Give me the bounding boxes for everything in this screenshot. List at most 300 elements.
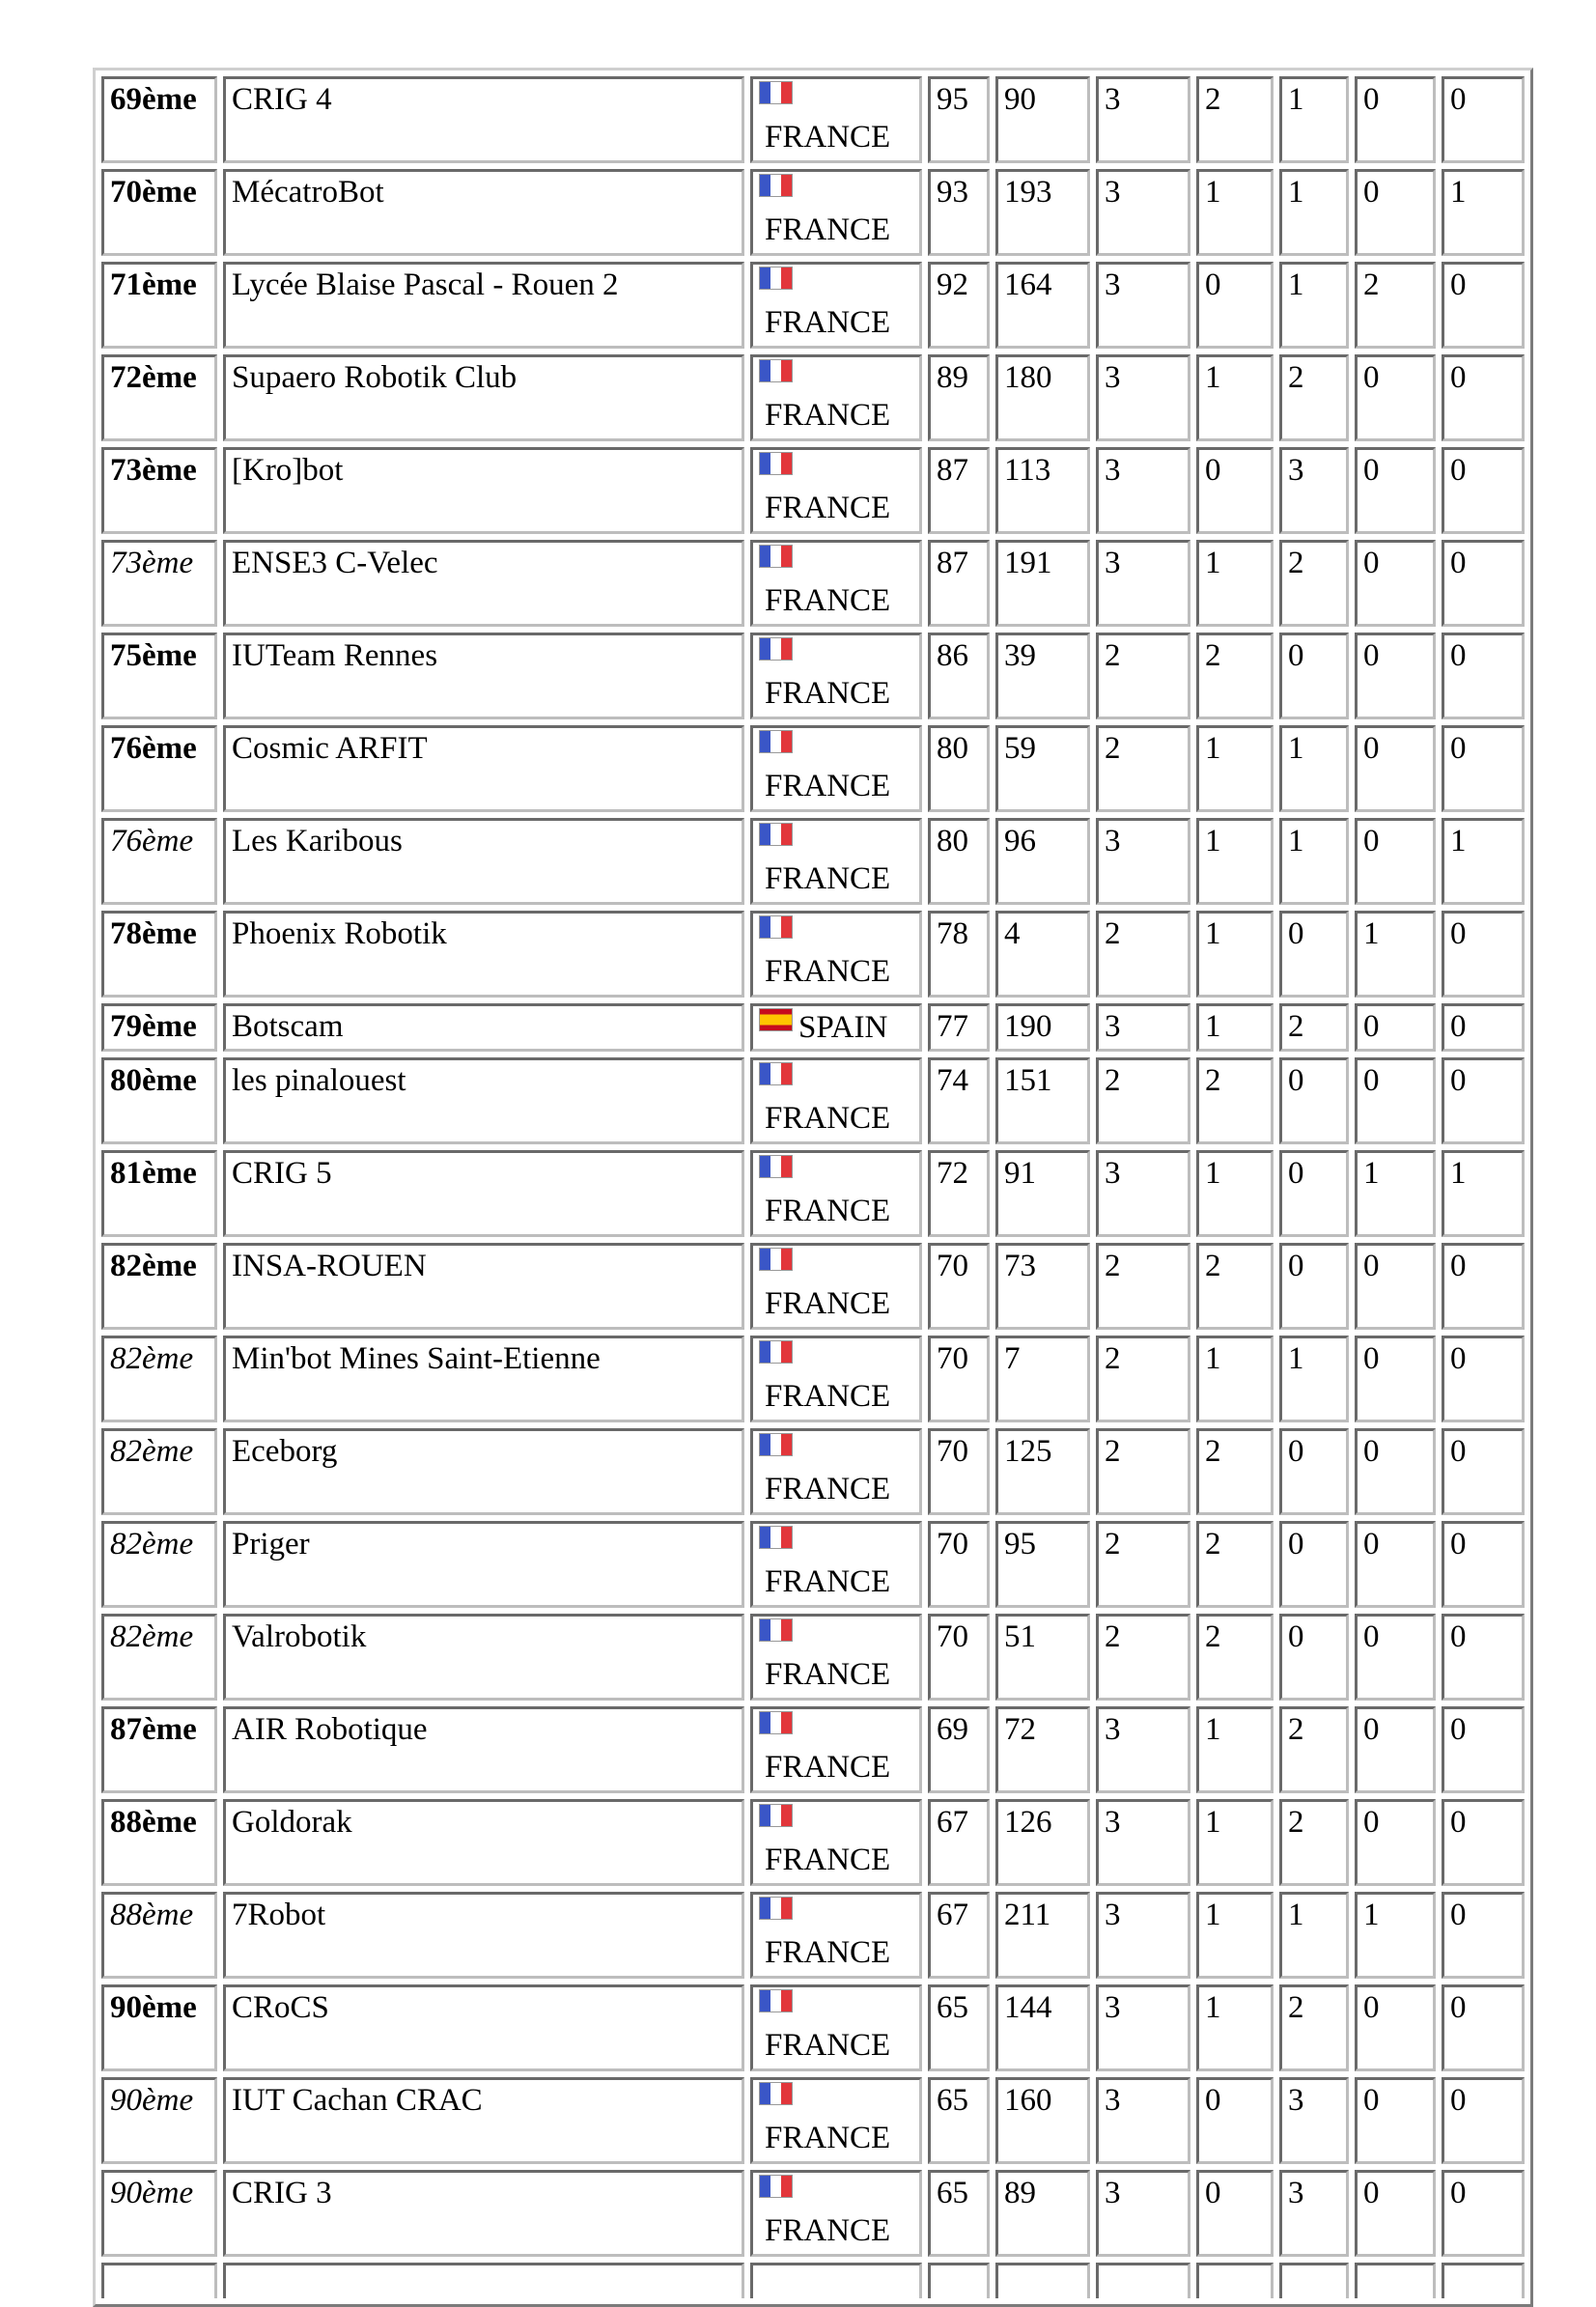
country-label: FRANCE xyxy=(765,861,891,896)
team-name-cell: Botscam xyxy=(223,1003,744,1052)
stat-cell-3: 3 xyxy=(1096,1984,1190,2071)
empty-cell xyxy=(101,2263,217,2298)
stat-cell-3: 3 xyxy=(1096,262,1190,349)
country-label: FRANCE xyxy=(765,120,891,155)
country-label: FRANCE xyxy=(765,2213,891,2248)
france-flag-icon xyxy=(759,637,793,661)
stat-cell-7: 0 xyxy=(1442,1706,1525,1793)
empty-cell xyxy=(1096,2263,1190,2298)
stat-cell-1: 65 xyxy=(928,2077,990,2164)
team-name-cell: IUTeam Rennes xyxy=(223,633,744,719)
stat-cell-5: 0 xyxy=(1279,911,1349,998)
stat-cell-1: 86 xyxy=(928,633,990,719)
stat-cell-7: 0 xyxy=(1442,1521,1525,1608)
team-name-cell: Eceborg xyxy=(223,1428,744,1515)
stat-cell-3: 3 xyxy=(1096,1892,1190,1979)
country-cell xyxy=(750,169,922,256)
table-row xyxy=(101,911,1525,998)
stat-cell-5: 2 xyxy=(1279,1984,1349,2071)
france-flag-icon xyxy=(759,545,793,568)
table-row xyxy=(101,1057,1525,1144)
stat-cell-4: 0 xyxy=(1196,447,1274,534)
country-cell xyxy=(750,540,922,627)
stat-cell-4: 1 xyxy=(1196,354,1274,441)
stat-cell-1: 80 xyxy=(928,818,990,905)
table-row xyxy=(101,1336,1525,1422)
rank-cell: 90ème xyxy=(101,2170,217,2257)
stat-cell-4: 1 xyxy=(1196,1336,1274,1422)
country-label: FRANCE xyxy=(765,1286,891,1321)
stat-cell-2: 180 xyxy=(995,354,1090,441)
rank-cell: 72ème xyxy=(101,354,217,441)
country-label: FRANCE xyxy=(765,305,891,340)
stat-cell-4: 2 xyxy=(1196,1243,1274,1330)
stat-cell-2: 39 xyxy=(995,633,1090,719)
stat-cell-7: 1 xyxy=(1442,818,1525,905)
empty-cell xyxy=(1442,2263,1525,2298)
stat-cell-1: 95 xyxy=(928,76,990,163)
stat-cell-1: 80 xyxy=(928,725,990,812)
empty-cell xyxy=(750,2263,922,2298)
team-name-cell: IUT Cachan CRAC xyxy=(223,2077,744,2164)
stat-cell-6: 0 xyxy=(1355,76,1436,163)
stat-cell-4: 1 xyxy=(1196,818,1274,905)
table-row xyxy=(101,1706,1525,1793)
stat-cell-3: 2 xyxy=(1096,1428,1190,1515)
country-cell xyxy=(750,1706,922,1793)
stat-cell-2: 193 xyxy=(995,169,1090,256)
team-name-cell: les pinalouest xyxy=(223,1057,744,1144)
stat-cell-1: 87 xyxy=(928,447,990,534)
table-row xyxy=(101,169,1525,256)
stat-cell-3: 3 xyxy=(1096,169,1190,256)
country-cell xyxy=(750,262,922,349)
country-cell xyxy=(750,447,922,534)
france-flag-icon xyxy=(759,1526,793,1549)
stat-cell-3: 3 xyxy=(1096,2170,1190,2257)
stat-cell-6: 0 xyxy=(1355,354,1436,441)
stat-cell-4: 1 xyxy=(1196,1984,1274,2071)
stat-cell-1: 78 xyxy=(928,911,990,998)
stat-cell-5: 1 xyxy=(1279,1336,1349,1422)
stat-cell-4: 2 xyxy=(1196,1428,1274,1515)
stat-cell-5: 2 xyxy=(1279,1706,1349,1793)
stat-cell-5: 1 xyxy=(1279,76,1349,163)
table-row xyxy=(101,447,1525,534)
country-cell xyxy=(750,1150,922,1237)
team-name-cell: CRIG 4 xyxy=(223,76,744,163)
stat-cell-2: 4 xyxy=(995,911,1090,998)
stat-cell-5: 0 xyxy=(1279,1057,1349,1144)
country-cell xyxy=(750,2170,922,2257)
stat-cell-3: 3 xyxy=(1096,1706,1190,1793)
stat-cell-3: 2 xyxy=(1096,1243,1190,1330)
france-flag-icon xyxy=(759,452,793,475)
stat-cell-3: 3 xyxy=(1096,76,1190,163)
stat-cell-4: 2 xyxy=(1196,1521,1274,1608)
rank-cell: 78ème xyxy=(101,911,217,998)
stat-cell-5: 3 xyxy=(1279,2170,1349,2257)
stat-cell-6: 0 xyxy=(1355,725,1436,812)
stat-cell-6: 0 xyxy=(1355,2077,1436,2164)
france-flag-icon xyxy=(759,730,793,753)
stat-cell-5: 1 xyxy=(1279,818,1349,905)
france-flag-icon xyxy=(759,174,793,197)
team-name-cell: Les Karibous xyxy=(223,818,744,905)
country-label: FRANCE xyxy=(765,1101,891,1136)
stat-cell-1: 74 xyxy=(928,1057,990,1144)
stat-cell-2: 190 xyxy=(995,1003,1090,1052)
stat-cell-7: 0 xyxy=(1442,262,1525,349)
stat-cell-4: 1 xyxy=(1196,725,1274,812)
table-row xyxy=(101,1614,1525,1701)
country-label: FRANCE xyxy=(765,2028,891,2063)
table-row xyxy=(101,1243,1525,1330)
stat-cell-5: 2 xyxy=(1279,354,1349,441)
country-cell xyxy=(750,76,922,163)
stat-cell-6: 1 xyxy=(1355,1150,1436,1237)
stat-cell-4: 2 xyxy=(1196,633,1274,719)
rank-cell: 81ème xyxy=(101,1150,217,1237)
empty-cell xyxy=(1279,2263,1349,2298)
stat-cell-7: 0 xyxy=(1442,633,1525,719)
country-cell xyxy=(750,1521,922,1608)
country-label: FRANCE xyxy=(765,1750,891,1785)
country-cell xyxy=(750,1614,922,1701)
country-cell xyxy=(750,911,922,998)
table-row xyxy=(101,2077,1525,2164)
table-row xyxy=(101,818,1525,905)
country-cell xyxy=(750,1428,922,1515)
empty-cell xyxy=(995,2263,1090,2298)
country-label: FRANCE xyxy=(765,2121,891,2155)
stat-cell-3: 2 xyxy=(1096,633,1190,719)
stat-cell-4: 0 xyxy=(1196,2077,1274,2164)
rank-cell: 82ème xyxy=(101,1428,217,1515)
rank-cell: 87ème xyxy=(101,1706,217,1793)
stat-cell-2: 144 xyxy=(995,1984,1090,2071)
stat-cell-5: 2 xyxy=(1279,1003,1349,1052)
empty-cell xyxy=(1196,2263,1274,2298)
stat-cell-3: 3 xyxy=(1096,1150,1190,1237)
france-flag-icon xyxy=(759,1618,793,1642)
stat-cell-6: 0 xyxy=(1355,1521,1436,1608)
table-row xyxy=(101,540,1525,627)
stat-cell-6: 0 xyxy=(1355,1243,1436,1330)
stat-cell-6: 0 xyxy=(1355,1706,1436,1793)
country-cell xyxy=(750,354,922,441)
spain-flag-icon xyxy=(759,1008,793,1031)
rank-cell: 75ème xyxy=(101,633,217,719)
stat-cell-2: 91 xyxy=(995,1150,1090,1237)
team-name-cell: 7Robot xyxy=(223,1892,744,1979)
stat-cell-2: 51 xyxy=(995,1614,1090,1701)
country-label: FRANCE xyxy=(765,1472,891,1506)
stat-cell-7: 0 xyxy=(1442,911,1525,998)
stat-cell-5: 1 xyxy=(1279,169,1349,256)
table-row xyxy=(101,1984,1525,2071)
team-name-cell: Supaero Robotik Club xyxy=(223,354,744,441)
stat-cell-4: 1 xyxy=(1196,540,1274,627)
stat-cell-1: 70 xyxy=(928,1428,990,1515)
ranking-table-body xyxy=(101,76,1525,2298)
stat-cell-2: 151 xyxy=(995,1057,1090,1144)
stat-cell-1: 70 xyxy=(928,1521,990,1608)
country-cell xyxy=(750,1799,922,1886)
country-cell xyxy=(750,1984,922,2071)
ranking-sheet xyxy=(93,73,1516,2248)
france-flag-icon xyxy=(759,1989,793,2012)
table-row xyxy=(101,1799,1525,1886)
country-label: FRANCE xyxy=(765,491,891,525)
stat-cell-5: 3 xyxy=(1279,447,1349,534)
table-row xyxy=(101,1428,1525,1515)
stat-cell-1: 70 xyxy=(928,1336,990,1422)
team-name-cell: [Kro]bot xyxy=(223,447,744,534)
france-flag-icon xyxy=(759,1804,793,1827)
table-row-cut-off xyxy=(101,2263,1525,2298)
stat-cell-3: 3 xyxy=(1096,818,1190,905)
stat-cell-3: 3 xyxy=(1096,540,1190,627)
stat-cell-7: 1 xyxy=(1442,169,1525,256)
stat-cell-2: 164 xyxy=(995,262,1090,349)
stat-cell-6: 0 xyxy=(1355,1428,1436,1515)
team-name-cell: CRoCS xyxy=(223,1984,744,2071)
empty-cell xyxy=(928,2263,990,2298)
stat-cell-1: 70 xyxy=(928,1614,990,1701)
team-name-cell: ENSE3 C-Velec xyxy=(223,540,744,627)
stat-cell-2: 95 xyxy=(995,1521,1090,1608)
stat-cell-2: 96 xyxy=(995,818,1090,905)
france-flag-icon xyxy=(759,1711,793,1734)
stat-cell-4: 1 xyxy=(1196,1892,1274,1979)
country-cell xyxy=(750,1243,922,1330)
stat-cell-4: 0 xyxy=(1196,2170,1274,2257)
table-row xyxy=(101,76,1525,163)
stat-cell-6: 0 xyxy=(1355,818,1436,905)
stat-cell-4: 2 xyxy=(1196,76,1274,163)
stat-cell-1: 93 xyxy=(928,169,990,256)
stat-cell-7: 0 xyxy=(1442,540,1525,627)
stat-cell-7: 0 xyxy=(1442,1243,1525,1330)
stat-cell-2: 113 xyxy=(995,447,1090,534)
stat-cell-4: 1 xyxy=(1196,1706,1274,1793)
stat-cell-7: 0 xyxy=(1442,725,1525,812)
stat-cell-5: 0 xyxy=(1279,633,1349,719)
stat-cell-5: 0 xyxy=(1279,1428,1349,1515)
table-row xyxy=(101,2170,1525,2257)
table-row xyxy=(101,1892,1525,1979)
stat-cell-1: 87 xyxy=(928,540,990,627)
stat-cell-2: 126 xyxy=(995,1799,1090,1886)
stat-cell-2: 125 xyxy=(995,1428,1090,1515)
france-flag-icon xyxy=(759,1433,793,1456)
stat-cell-6: 0 xyxy=(1355,2170,1436,2257)
country-cell xyxy=(750,1336,922,1422)
stat-cell-6: 0 xyxy=(1355,169,1436,256)
stat-cell-3: 2 xyxy=(1096,725,1190,812)
rank-cell: 73ème xyxy=(101,447,217,534)
rank-cell: 90ème xyxy=(101,2077,217,2164)
stat-cell-6: 0 xyxy=(1355,1057,1436,1144)
rank-cell: 73ème xyxy=(101,540,217,627)
stat-cell-4: 1 xyxy=(1196,1003,1274,1052)
france-flag-icon xyxy=(759,915,793,939)
team-name-cell: AIR Robotique xyxy=(223,1706,744,1793)
stat-cell-7: 1 xyxy=(1442,1150,1525,1237)
stat-cell-5: 1 xyxy=(1279,725,1349,812)
stat-cell-1: 92 xyxy=(928,262,990,349)
stat-cell-5: 0 xyxy=(1279,1150,1349,1237)
stat-cell-2: 211 xyxy=(995,1892,1090,1979)
stat-cell-4: 2 xyxy=(1196,1614,1274,1701)
rank-cell: 80ème xyxy=(101,1057,217,1144)
stat-cell-1: 65 xyxy=(928,1984,990,2071)
stat-cell-2: 191 xyxy=(995,540,1090,627)
stat-cell-2: 160 xyxy=(995,2077,1090,2164)
stat-cell-6: 1 xyxy=(1355,911,1436,998)
stat-cell-7: 0 xyxy=(1442,2170,1525,2257)
rank-cell: 71ème xyxy=(101,262,217,349)
france-flag-icon xyxy=(759,1248,793,1271)
country-label: FRANCE xyxy=(765,583,891,618)
stat-cell-1: 89 xyxy=(928,354,990,441)
stat-cell-3: 3 xyxy=(1096,447,1190,534)
country-label: FRANCE xyxy=(765,1657,891,1692)
stat-cell-2: 72 xyxy=(995,1706,1090,1793)
stat-cell-6: 0 xyxy=(1355,1799,1436,1886)
stat-cell-1: 70 xyxy=(928,1243,990,1330)
country-cell xyxy=(750,633,922,719)
country-label: FRANCE xyxy=(765,769,891,803)
france-flag-icon xyxy=(759,2175,793,2198)
stat-cell-6: 1 xyxy=(1355,1892,1436,1979)
stat-cell-7: 0 xyxy=(1442,1614,1525,1701)
stat-cell-2: 90 xyxy=(995,76,1090,163)
country-cell xyxy=(750,2077,922,2164)
stat-cell-1: 72 xyxy=(928,1150,990,1237)
france-flag-icon xyxy=(759,1155,793,1178)
country-label: FRANCE xyxy=(765,212,891,247)
stat-cell-3: 2 xyxy=(1096,1057,1190,1144)
stat-cell-4: 1 xyxy=(1196,1150,1274,1237)
stat-cell-5: 2 xyxy=(1279,1799,1349,1886)
stat-cell-5: 2 xyxy=(1279,540,1349,627)
team-name-cell: Cosmic ARFIT xyxy=(223,725,744,812)
stat-cell-4: 1 xyxy=(1196,169,1274,256)
stat-cell-3: 2 xyxy=(1096,911,1190,998)
rank-cell: 90ème xyxy=(101,1984,217,2071)
country-label: FRANCE xyxy=(765,954,891,989)
rank-cell: 82ème xyxy=(101,1243,217,1330)
stat-cell-3: 3 xyxy=(1096,1799,1190,1886)
rank-cell: 76ème xyxy=(101,725,217,812)
stat-cell-6: 0 xyxy=(1355,1003,1436,1052)
france-flag-icon xyxy=(759,1897,793,1920)
country-label: FRANCE xyxy=(765,676,891,711)
team-name-cell: Phoenix Robotik xyxy=(223,911,744,998)
stat-cell-1: 67 xyxy=(928,1799,990,1886)
stat-cell-3: 2 xyxy=(1096,1336,1190,1422)
ranking-table xyxy=(93,68,1533,2307)
stat-cell-7: 0 xyxy=(1442,2077,1525,2164)
stat-cell-6: 0 xyxy=(1355,633,1436,719)
rank-cell: 82ème xyxy=(101,1521,217,1608)
stat-cell-7: 0 xyxy=(1442,1428,1525,1515)
team-name-cell: Goldorak xyxy=(223,1799,744,1886)
table-row xyxy=(101,725,1525,812)
table-row xyxy=(101,1003,1525,1052)
country-label: FRANCE xyxy=(765,398,891,433)
france-flag-icon xyxy=(759,2082,793,2105)
team-name-cell: Lycée Blaise Pascal - Rouen 2 xyxy=(223,262,744,349)
stat-cell-6: 0 xyxy=(1355,1336,1436,1422)
france-flag-icon xyxy=(759,1340,793,1364)
stat-cell-6: 0 xyxy=(1355,540,1436,627)
team-name-cell: Priger xyxy=(223,1521,744,1608)
stat-cell-2: 7 xyxy=(995,1336,1090,1422)
stat-cell-7: 0 xyxy=(1442,1984,1525,2071)
rank-cell: 88ème xyxy=(101,1799,217,1886)
stat-cell-2: 59 xyxy=(995,725,1090,812)
stat-cell-3: 3 xyxy=(1096,354,1190,441)
country-cell xyxy=(750,725,922,812)
stat-cell-4: 0 xyxy=(1196,262,1274,349)
stat-cell-1: 77 xyxy=(928,1003,990,1052)
team-name-cell: Valrobotik xyxy=(223,1614,744,1701)
table-row xyxy=(101,262,1525,349)
team-name-cell: CRIG 5 xyxy=(223,1150,744,1237)
country-label: FRANCE xyxy=(765,1194,891,1228)
stat-cell-3: 3 xyxy=(1096,2077,1190,2164)
rank-cell: 70ème xyxy=(101,169,217,256)
stat-cell-3: 2 xyxy=(1096,1521,1190,1608)
team-name-cell: Min'bot Mines Saint-Etienne xyxy=(223,1336,744,1422)
france-flag-icon xyxy=(759,81,793,104)
stat-cell-6: 0 xyxy=(1355,447,1436,534)
stat-cell-1: 69 xyxy=(928,1706,990,1793)
stat-cell-7: 0 xyxy=(1442,1336,1525,1422)
rank-cell: 79ème xyxy=(101,1003,217,1052)
france-flag-icon xyxy=(759,823,793,846)
stat-cell-5: 0 xyxy=(1279,1614,1349,1701)
table-row xyxy=(101,1521,1525,1608)
stat-cell-7: 0 xyxy=(1442,1057,1525,1144)
stat-cell-4: 1 xyxy=(1196,911,1274,998)
stat-cell-7: 0 xyxy=(1442,354,1525,441)
stat-cell-1: 67 xyxy=(928,1892,990,1979)
country-label: FRANCE xyxy=(765,1843,891,1877)
rank-cell: 76ème xyxy=(101,818,217,905)
stat-cell-6: 2 xyxy=(1355,262,1436,349)
stat-cell-4: 1 xyxy=(1196,1799,1274,1886)
stat-cell-7: 0 xyxy=(1442,1799,1525,1886)
country-label: FRANCE xyxy=(765,1379,891,1414)
stat-cell-1: 65 xyxy=(928,2170,990,2257)
empty-cell xyxy=(223,2263,744,2298)
stat-cell-5: 1 xyxy=(1279,262,1349,349)
country-cell xyxy=(750,1057,922,1144)
stat-cell-5: 1 xyxy=(1279,1892,1349,1979)
country-cell xyxy=(750,1003,922,1052)
france-flag-icon xyxy=(759,359,793,382)
team-name-cell: INSA-ROUEN xyxy=(223,1243,744,1330)
stat-cell-3: 2 xyxy=(1096,1614,1190,1701)
team-name-cell: MécatroBot xyxy=(223,169,744,256)
rank-cell: 82ème xyxy=(101,1614,217,1701)
team-name-cell: CRIG 3 xyxy=(223,2170,744,2257)
country-cell xyxy=(750,818,922,905)
